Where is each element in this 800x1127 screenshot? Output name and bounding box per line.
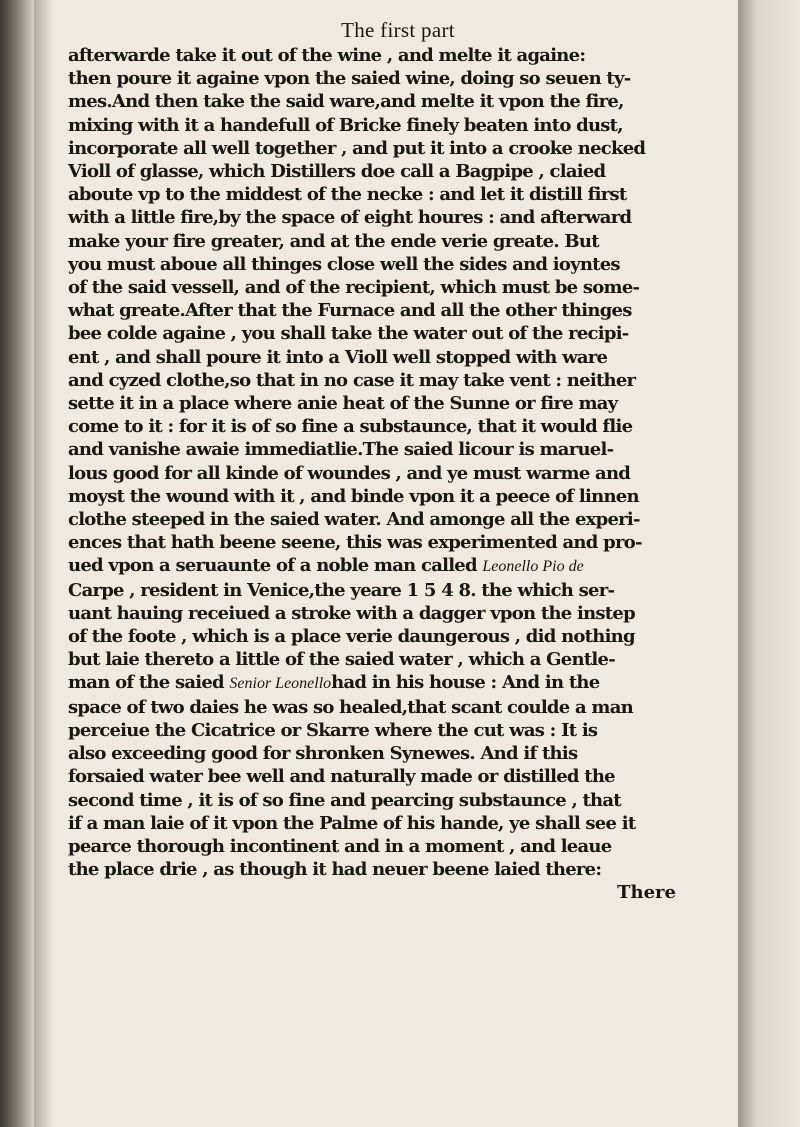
text-line: you must aboue all thinges close well the sides and ioyntes <box>68 253 620 275</box>
text-segment: ued vpon a seruaunte of a noble man called <box>68 555 483 577</box>
text-line: ent , and shall poure it into a Violl well stopped with ware <box>68 346 608 368</box>
text-line: also exceeding good for shronken Synewes. And if this <box>68 743 578 765</box>
text-line <box>68 554 734 578</box>
text-line: perceiue the Cicatrice or Skarre where the cut was : It is <box>68 719 598 741</box>
book-page <box>62 18 734 1118</box>
text-line: but laie thereto a little of the saied water , which a Gentle- <box>68 649 615 671</box>
text-line: ences that hath beene seene, this was experimented and pro- <box>68 532 642 554</box>
text-line: lous good for all kinde of woundes , and ye must warme and <box>68 462 631 484</box>
text-line: afterwarde take it out of the wine , and melte it againe: <box>68 45 586 66</box>
text-line: aboute vp to the middest of the necke : and let it distill first <box>68 184 627 206</box>
text-line: sette it in a place where anie heat of the Sunne or fire may <box>68 393 618 415</box>
text-line: what greate.After that the Furnace and all the other thinges <box>68 300 632 322</box>
text-segment: man of the saied <box>68 672 230 694</box>
text-line: space of two daies he was so healed,that scant coulde a man <box>68 696 633 718</box>
text-line: come to it : for it is of so fine a substaunce, that it would flie <box>68 416 633 438</box>
book-binding-edge <box>0 0 34 1127</box>
italic-name: Leonello Pio de <box>482 558 584 576</box>
text-line: make your fire greater, and at the ende verie greate. But <box>68 230 599 252</box>
text-line: incorporate all well together , and put it into a crooke necked <box>68 137 646 159</box>
text-line: and cyzed clothe,so that in no case it may take vent : neither <box>68 369 636 391</box>
text-line: then poure it againe vpon the saied wine, doing so seuen ty- <box>68 68 631 90</box>
text-line: with a little fire,by the space of eight houres : and afterward <box>68 207 632 229</box>
text-line: of the foote , which is a place verie daungerous , did nothing <box>68 626 635 648</box>
running-head: The first part <box>341 18 455 42</box>
text-segment: had in his house : And in the <box>331 672 600 694</box>
text-line: and vanishe awaie immediatlie.The saied licour is maruel- <box>68 439 614 461</box>
body-text <box>62 44 734 881</box>
text-line: clothe steeped in the saied water. And amonge all the experi- <box>68 509 640 531</box>
text-line <box>68 671 734 695</box>
text-line: moyst the wound with it , and binde vpon it a peece of linnen <box>68 485 639 507</box>
text-line: the place drie , as though it had neuer beene laied there: <box>68 859 602 881</box>
italic-name: Senior Leonello <box>229 675 332 693</box>
text-line: pearce thorough incontinent and in a moment , and leaue <box>68 835 612 857</box>
text-line: second time , it is of so fine and pearcing substaunce , that <box>68 789 621 811</box>
catchword: There <box>617 882 676 904</box>
text-line: if a man laie of it vpon the Palme of his hande, ye shall see it <box>68 812 636 834</box>
text-line: of the said vessell, and of the recipient, which must be some- <box>68 277 640 299</box>
text-line: Violl of glasse, which Distillers doe call a Bagpipe , claied <box>68 161 606 183</box>
text-line: Carpe , resident in Venice,the yeare 1 5 4 8. the which ser- <box>68 579 615 601</box>
text-line: mes.And then take the said ware,and melte it vpon the fire, <box>68 91 624 113</box>
text-line: uant hauing receiued a stroke with a dagger vpon the instep <box>68 602 635 624</box>
text-line: mixing with it a handefull of Bricke finely beaten into dust, <box>68 114 623 136</box>
facing-page-edge <box>738 0 800 1127</box>
text-line: bee colde againe , you shall take the water out of the recipi- <box>68 323 629 345</box>
gutter-shadow <box>34 0 54 1127</box>
text-line: forsaied water bee well and naturally made or distilled the <box>68 766 615 788</box>
